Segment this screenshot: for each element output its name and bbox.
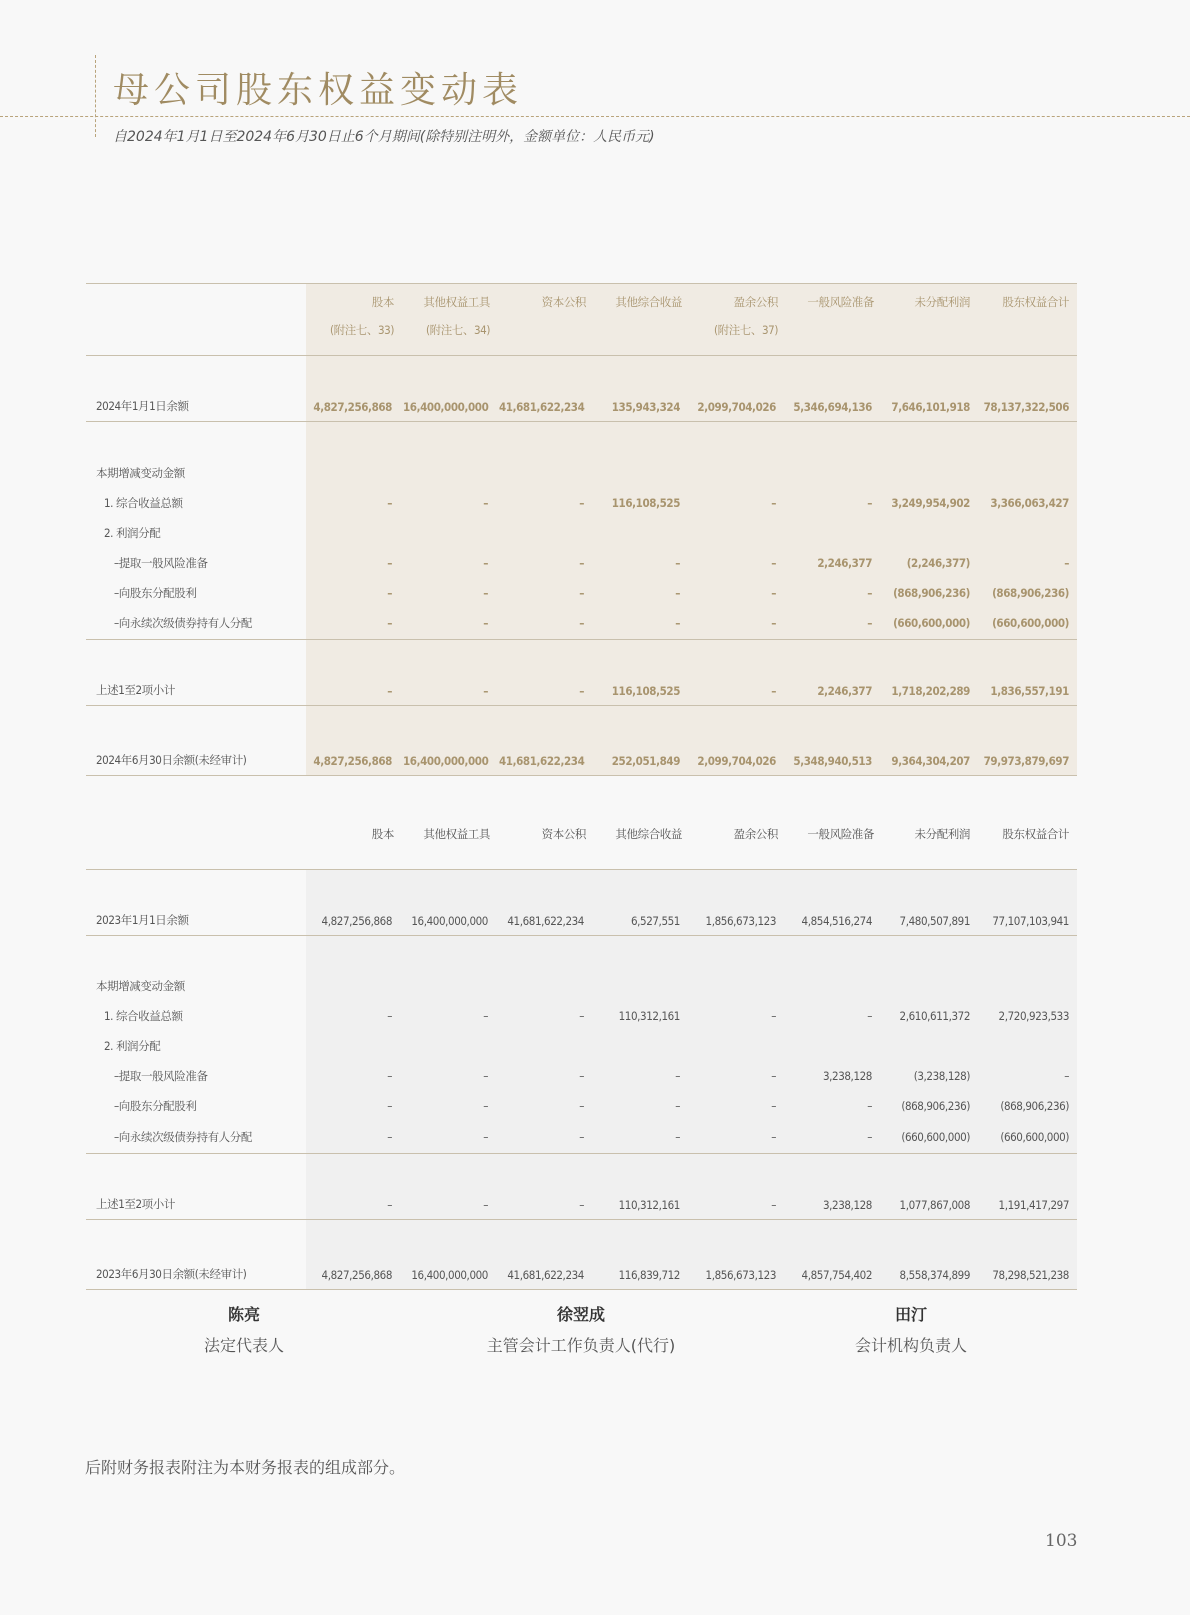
table-row: 1. 综合收益总额 – – – 116,108,525 – – 3,249,954,902 3,366,063,427 xyxy=(86,488,1077,518)
table-row: 2023年6月30日余额(未经审计) 4,827,256,868 16,400,000,000 41,681,622,234 116,839,712 1,856,673,123 4,857,754,402 8,558,374,899 78,298,521,238 xyxy=(86,1219,1077,1289)
signatory-role: 会计机构负责人 xyxy=(854,1336,967,1355)
page-number: 103 xyxy=(1045,1531,1078,1551)
header-oci: 其他综合收益 xyxy=(594,799,690,869)
signatory-name: 徐翌成 xyxy=(556,1305,605,1324)
table-header-row xyxy=(86,284,1077,356)
title-horizontal-rule xyxy=(0,116,1190,117)
table-row: 上述1至2项小计 – – – 116,108,525 – 2,246,377 1,718,202,289 1,836,557,191 xyxy=(86,640,1077,706)
header-share-capital: 股本 xyxy=(306,799,402,869)
table-row: –向股东分配股利 – – – – – – (868,906,236) (868,906,236) xyxy=(86,1091,1077,1121)
header-blank xyxy=(86,799,306,869)
table-row: 2023年1月1日余额 4,827,256,868 16,400,000,000 41,681,622,234 6,527,551 1,856,673,123 4,854,516,274 7,480,507,891 77,107,103,941 xyxy=(86,869,1077,935)
header-undistributed-profit: 未分配利润 xyxy=(882,284,978,356)
signatory-name: 田汀 xyxy=(894,1305,927,1324)
signature-accounting-dept-head xyxy=(811,1302,1011,1356)
signature-legal-rep xyxy=(144,1302,344,1356)
table-row: 2024年6月30日余额(未经审计) 4,827,256,868 16,400,000,000 41,681,622,234 252,051,849 2,099,704,026 5,348,940,513 9,364,304,207 79,973,879,697 xyxy=(86,706,1077,776)
header-total-equity: 股东权益合计 xyxy=(978,284,1077,356)
header-blank xyxy=(86,284,306,356)
header-risk-reserve: 一般风险准备 xyxy=(786,799,882,869)
table-row: –向股东分配股利 – – – – – – (868,906,236) (868,906,236) xyxy=(86,578,1077,608)
equity-table-2024 xyxy=(86,283,1077,776)
table-row: –向永续次级债券持有人分配 – – – – – – (660,600,000) (660,600,000) xyxy=(86,1121,1077,1153)
header-total-equity: 股东权益合计 xyxy=(978,799,1077,869)
signatory-role: 主管会计工作负责人(代行) xyxy=(486,1336,676,1355)
table-row: –提取一般风险准备 – – – – – 2,246,377 (2,246,377) – xyxy=(86,548,1077,578)
table-row: 本期增减变动金额 xyxy=(86,935,1077,1001)
header-other-equity: 其他权益工具 xyxy=(402,799,498,869)
table-row: 本期增减变动金额 xyxy=(86,422,1077,488)
title-vertical-rule xyxy=(95,55,96,137)
header-risk-reserve: 一般风险准备 xyxy=(786,284,882,356)
signatory-name: 陈亮 xyxy=(227,1305,260,1324)
table-row: –提取一般风险准备 – – – – – 3,238,128 (3,238,128) – xyxy=(86,1061,1077,1091)
header-undistributed-profit: 未分配利润 xyxy=(882,799,978,869)
header-capital-reserve: 资本公积 xyxy=(498,799,594,869)
header-surplus-reserve: 盈余公积 xyxy=(690,799,786,869)
signature-accounting-head xyxy=(431,1302,731,1356)
header-oci: 其他综合收益 xyxy=(594,284,690,356)
signatory-role: 法定代表人 xyxy=(203,1336,284,1355)
table-row: 2. 利润分配 xyxy=(86,518,1077,548)
header-share-capital: 股本 (附注七、33) xyxy=(306,284,402,356)
equity-table-2023 xyxy=(86,799,1077,1290)
table-header-row xyxy=(86,799,1077,869)
page-subtitle: 自2024年1月1日至2024年6月30日止6个月期间(除特别注明外，金额单位：人民币元) xyxy=(113,129,655,145)
header-surplus-reserve: 盈余公积 (附注七、37) xyxy=(690,284,786,356)
table-row: 上述1至2项小计 – – – 110,312,161 – 3,238,128 1,077,867,008 1,191,417,297 xyxy=(86,1153,1077,1219)
table-row: 2. 利润分配 xyxy=(86,1031,1077,1061)
table-row: –向永续次级债券持有人分配 – – – – – – (660,600,000) (660,600,000) xyxy=(86,608,1077,640)
table-row: 2024年1月1日余额 4,827,256,868 16,400,000,000 41,681,622,234 135,943,324 2,099,704,026 5,346,694,136 7,646,101,918 78,137,322,506 xyxy=(86,356,1077,422)
page-title: 母公司股东权益变动表 xyxy=(113,70,524,111)
footnote: 后附财务报表附注为本财务报表的组成部分。 xyxy=(85,1458,406,1477)
header-other-equity: 其他权益工具 (附注七、34) xyxy=(402,284,498,356)
header-capital-reserve: 资本公积 xyxy=(498,284,594,356)
table-row: 1. 综合收益总额 – – – 110,312,161 – – 2,610,611,372 2,720,923,533 xyxy=(86,1001,1077,1031)
